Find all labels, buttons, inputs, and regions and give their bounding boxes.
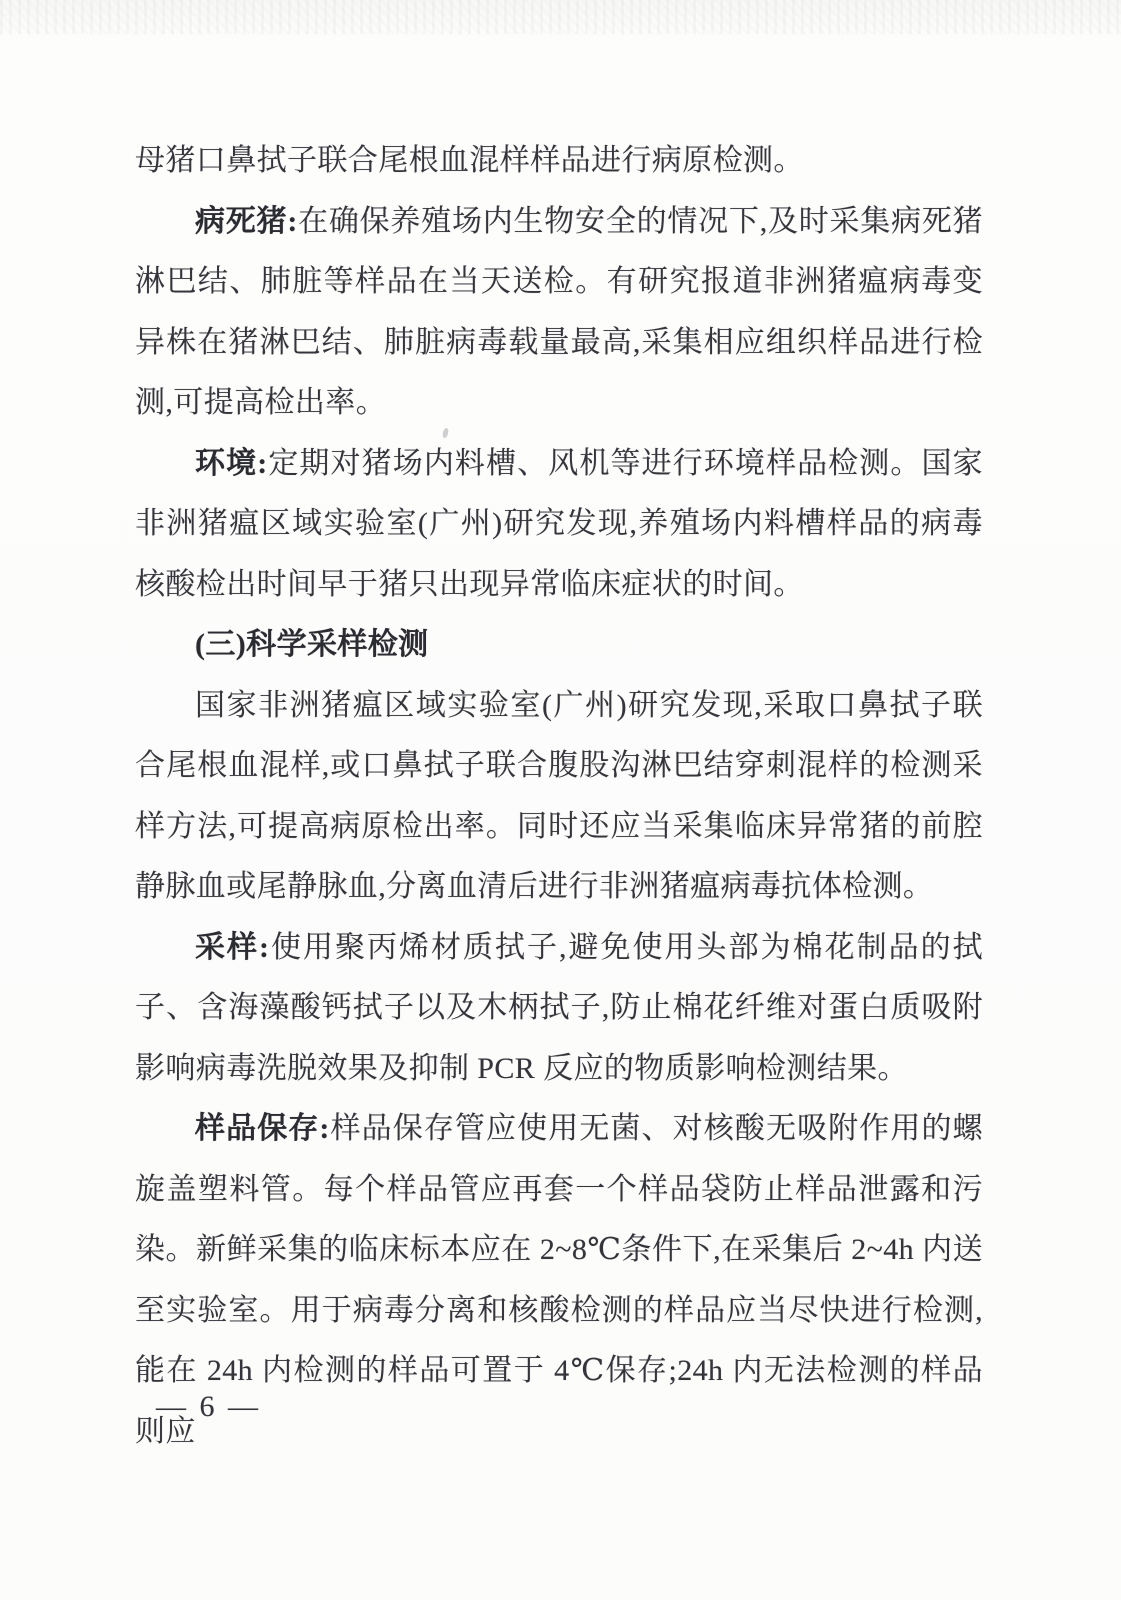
paragraph-environment: [135, 434, 983, 616]
paragraph-label: 采样:: [195, 930, 270, 964]
paragraph-continuation: [135, 131, 983, 192]
paragraph-lab-findings: [135, 676, 983, 918]
paragraph-text: 定期对猪场内料槽、风机等进行环境样品检测。国家非洲猪瘟区域实验室(广州)研究发现,养殖场内料槽样品的病毒核酸检出时间早于猪只出现异常临床症状的时间。: [135, 446, 983, 601]
paragraph-label: 环境:: [195, 446, 268, 480]
paragraph-text: 使用聚丙烯材质拭子,避免使用头部为棉花制品的拭子、含海藻酸钙拭子以及木柄拭子,防止棉花纤维对蛋白质吸附影响病毒洗脱效果及抑制 PCR 反应的物质影响检测结果。: [135, 930, 983, 1085]
page-number: — 6 —: [156, 1390, 261, 1423]
paragraph-text: 母猪口鼻拭子联合尾根血混样样品进行病原检测。: [135, 144, 804, 177]
paragraph-text: 在确保养殖场内生物安全的情况下,及时采集病死猪淋巴结、肺脏等样品在当天送检。有研究报道非洲猪瘟病毒变异株在猪淋巴结、肺脏病毒载量最高,采集相应组织样品进行检测,可提高检出率。: [135, 204, 984, 419]
section-heading-scientific-sampling: (三)科学采样检测: [195, 628, 429, 661]
paragraph-label: 样品保存:: [195, 1112, 330, 1145]
document-text-block: [135, 131, 983, 1462]
paragraph-dead-pigs: [135, 192, 983, 434]
paragraph-label: 病死猪:: [195, 204, 298, 238]
paragraph-sampling: [135, 918, 983, 1100]
scan-edge-noise: [0, 0, 1121, 34]
paragraph-text: 样品保存管应使用无菌、对核酸无吸附作用的螺旋盖塑料管。每个样品管应再套一个样品袋防止样品泄露和污染。新鲜采集的临床标本应在 2~8℃条件下,在采集后 2~4h 内送至实验室。用于病毒分离和核酸检测的样品应当尽快进行检测,能在 24h 内检测的样品可置于 4℃保存;24h 内无法检测的样品则应: [135, 1112, 983, 1448]
paragraph-text: 国家非洲猪瘟区域实验室(广州)研究发现,采取口鼻拭子联合尾根血混样,或口鼻拭子联合腹股沟淋巴结穿刺混样的检测采样方法,可提高病原检出率。同时还应当采集临床异常猪的前腔静脉血或尾静脉血,分离血清后进行非洲猪瘟病毒抗体检测。: [135, 688, 983, 903]
paragraph-sample-storage: [135, 1099, 983, 1462]
